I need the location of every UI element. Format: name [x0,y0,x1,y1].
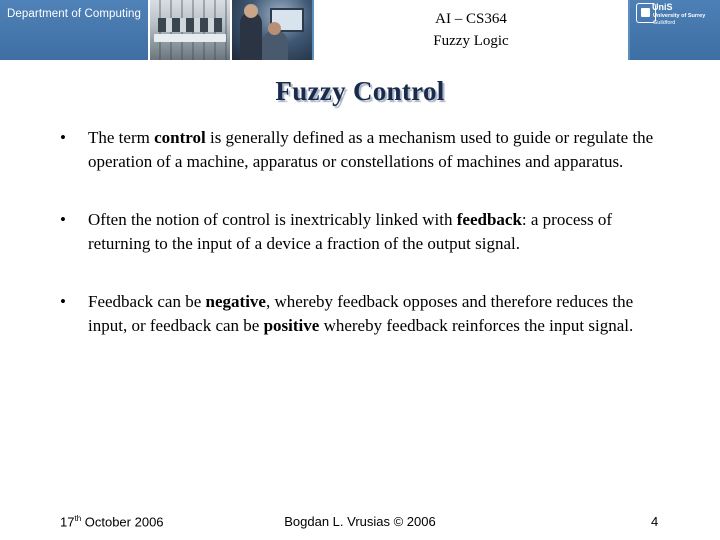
university-logo [630,0,720,60]
bullet-item [60,208,670,256]
bullet-keyword: positive [263,316,320,335]
footer-date-day: 17 [60,514,75,530]
bullet-text: Feedback can be [88,292,206,311]
university-location: Guildford [653,20,676,26]
footer-date-suffix: th [74,514,82,523]
bullet-text: Often the notion of control is inextricably linked with [88,210,457,229]
bullet-item [60,126,670,174]
lab-desk [154,34,226,42]
bullet-keyword: feedback [456,210,522,229]
course-title-box [312,0,630,60]
university-name: University of Surrey [653,13,706,19]
course-topic: Fuzzy Logic [433,33,509,49]
footer-date-rest: October 2006 [81,514,164,530]
photo-person-head [244,4,258,18]
bullet-text: is generally defined as a mechanism used to guide or regulate the operation of a machine, apparatus or constellations of machines and apparatus. [88,128,654,171]
bullet-list [60,126,670,372]
department-band [0,0,148,60]
students-photo [230,0,312,60]
bullet-keyword: control [154,128,206,147]
bullet-text: whereby feedback reinforces the input signal. [319,316,634,335]
lab-photo [148,0,230,60]
bullet-text: The term [88,128,155,147]
department-label: Department of Computing [7,8,141,20]
bullet-keyword: negative [205,292,266,311]
course-code: AI – CS364 [435,11,507,27]
footer-author: Bogdan L. Vrusias © 2006 [284,514,436,529]
slide-title: Fuzzy Control [275,76,445,106]
bullet-text: : a process of returning to the input of a device a fraction of the output signal. [88,210,613,253]
photo-person [240,12,262,60]
bullet-item [60,290,670,338]
lab-monitors [158,18,222,32]
photo-person-head [268,22,281,35]
university-short-name: UniS [652,2,673,12]
page-number: 4 [651,514,659,529]
header-banner [0,0,720,60]
bullet-text: , whereby feedback opposes and therefore reduces the input, or feedback can be [88,292,634,335]
